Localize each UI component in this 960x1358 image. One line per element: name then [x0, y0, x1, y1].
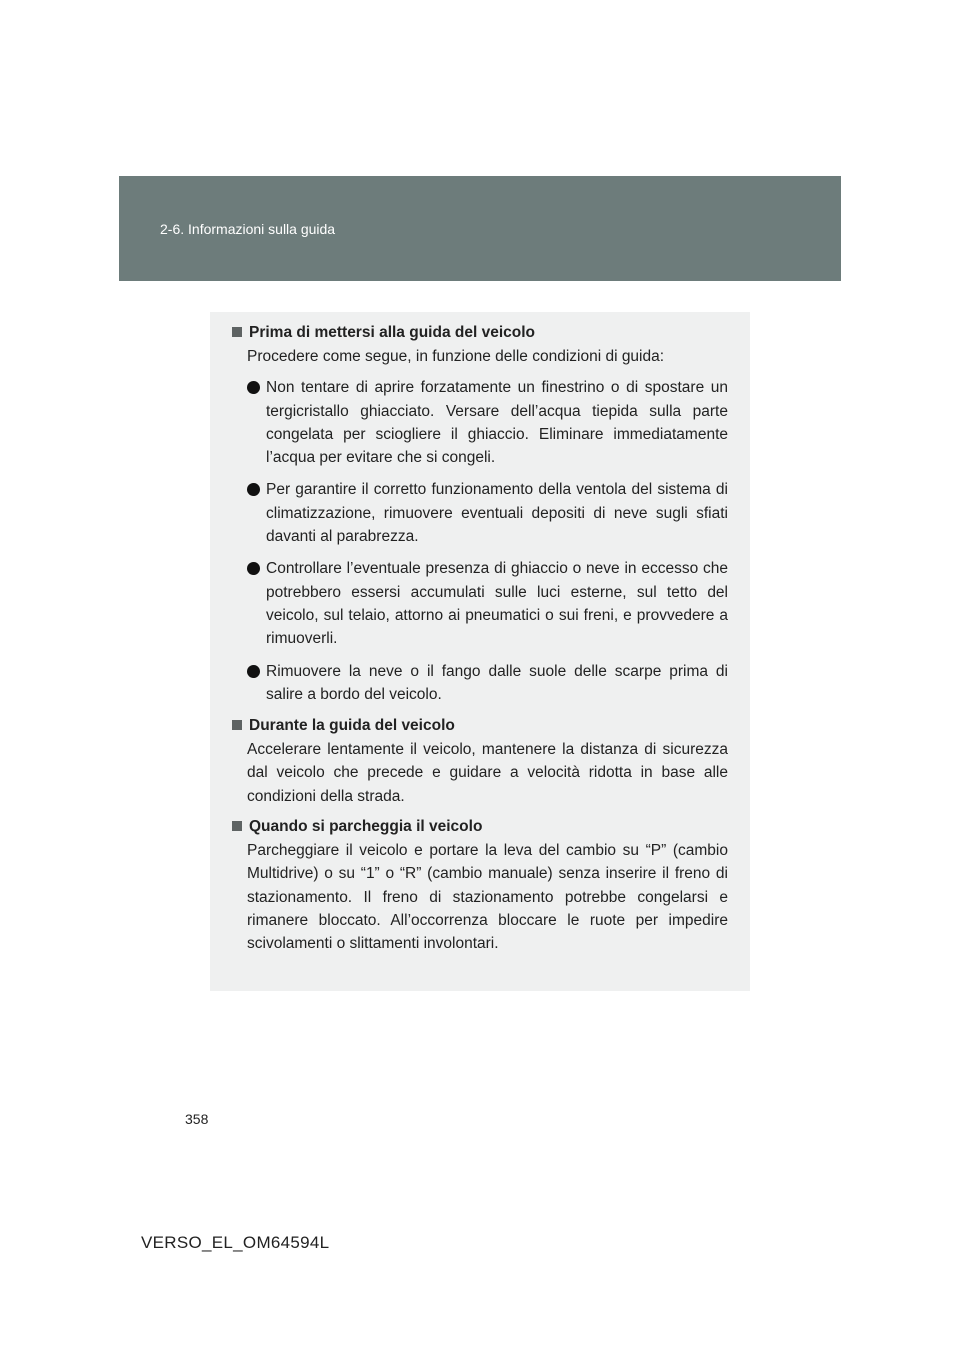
- bullet-list: [247, 376, 728, 706]
- round-bullet-icon: [247, 665, 260, 678]
- list-item: [247, 557, 728, 650]
- section-while-driving: [232, 715, 728, 808]
- document-code: VERSO_EL_OM64594L: [141, 1233, 330, 1252]
- section-label: 2-6. Informazioni sulla guida: [160, 221, 336, 237]
- round-bullet-icon: [247, 381, 260, 394]
- section-heading-text: Quando si parcheggia il veicolo: [249, 818, 483, 836]
- section-parking: [232, 816, 728, 955]
- section-text: Accelerare lentamente il veicolo, mantenere la distanza di sicurezza dal veicolo che precede e guidare a velocità ridotta in base alle condizioni della strada.: [247, 741, 728, 805]
- section-heading-text: Durante la guida del veicolo: [249, 717, 455, 735]
- section-heading: [232, 715, 728, 737]
- list-item: [247, 660, 728, 707]
- square-bullet-icon: [232, 327, 242, 337]
- section-before-driving: [232, 322, 728, 706]
- round-bullet-icon: [247, 562, 260, 575]
- section-text: Parcheggiare il veicolo e portare la leva del cambio su “P” (cambio Multidrive) o su “1” o “R” (cambio manuale) senza inserire il freno di stazionamento. Il freno di stazionamento potrebbe congelarsi e rimanere bloccato. All’occorrenza bloccare le ruote per impedire scivolamenti o slittamenti involontari.: [247, 842, 728, 953]
- list-item-text: Rimuovere la neve o il fango dalle suole delle scarpe prima di salire a bordo del veicolo.: [266, 662, 728, 703]
- square-bullet-icon: [232, 821, 242, 831]
- content-box: [210, 312, 750, 991]
- list-item-text: Per garantire il corretto funzionamento della ventola del sistema di climatizzazione, rimuovere eventuali depositi di neve sugli sfiati davanti al parabrezza.: [266, 481, 728, 546]
- section-heading: [232, 816, 728, 838]
- square-bullet-icon: [232, 720, 242, 730]
- section-text: Procedere come segue, in funzione delle condizioni di guida:: [247, 348, 665, 365]
- header-band: [119, 176, 841, 281]
- list-item-text: Controllare l’eventuale presenza di ghiaccio o neve in eccesso che potrebbero essersi accumulati sulle luci esterne, sul tetto del veicolo, sul telaio, attorno ai pneumatici o sui freni, e provvedere a rimuoverli.: [266, 560, 728, 648]
- round-bullet-icon: [247, 483, 260, 496]
- section-heading: [232, 322, 728, 344]
- list-item: [247, 478, 728, 548]
- list-item-text: Non tentare di aprire forzatamente un finestrino o di spostare un tergicristallo ghiacciato. Versare dell’acqua tiepida sulla parte congelata per sciogliere il ghiaccio. Eliminare immediatamente l’acqua per evitare che si congeli.: [266, 379, 728, 467]
- page-number: 358: [185, 1111, 209, 1127]
- section-heading-text: Prima di mettersi alla guida del veicolo: [249, 324, 535, 341]
- list-item: [247, 376, 728, 469]
